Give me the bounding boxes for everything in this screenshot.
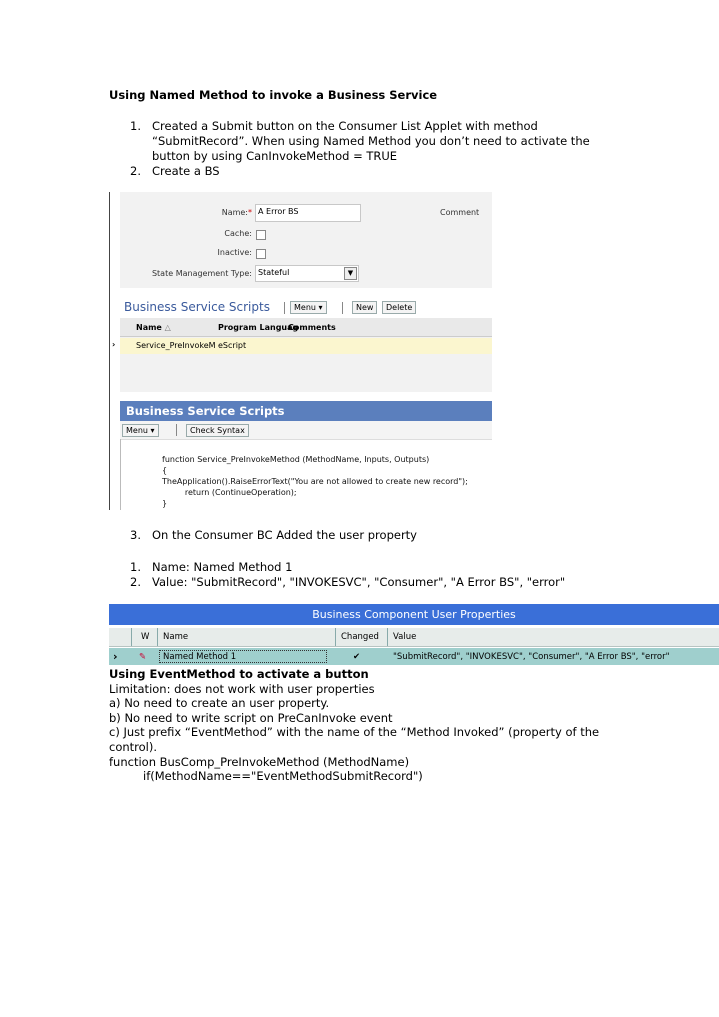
code-line: }	[162, 499, 168, 508]
editor-border	[120, 439, 121, 510]
code-editor[interactable]	[162, 454, 468, 509]
name-label-text: Name:	[221, 208, 248, 217]
col-name-text: Name	[136, 323, 162, 332]
list-item	[130, 119, 592, 164]
table-row[interactable]	[112, 338, 492, 354]
bc-user-props-screenshot	[109, 604, 719, 666]
chevron-down-icon: ▾	[318, 303, 323, 312]
menu-button[interactable]	[290, 301, 327, 314]
list-text: Created a Submit button on the Consumer List Applet with method “SubmitRecord”. When using Named Method you don’t need to activate the button by using CanInvokeMethod = TRUE	[152, 119, 590, 163]
list-item	[130, 575, 632, 590]
sort-icon: △	[164, 323, 171, 332]
name-input[interactable]: A Error BS	[255, 204, 361, 222]
list-text: Create a BS	[152, 164, 220, 178]
code-line: function Service_PreInvokeMethod (MethodName, Inputs, Outputs)	[162, 455, 430, 464]
col-w[interactable]: W	[141, 632, 150, 642]
row-pointer-icon: ›	[113, 650, 118, 663]
list-number: 1.	[130, 560, 141, 574]
bc-user-props-title: Business Component User Properties	[109, 604, 719, 625]
bs-form	[120, 192, 492, 288]
list-number: 2.	[130, 164, 141, 178]
table-row[interactable]	[109, 648, 719, 665]
row-value[interactable]: "SubmitRecord", "INVOKESVC", "Consumer", "A Error BS", "error"	[393, 651, 670, 662]
list-header	[109, 628, 719, 647]
menu-label: Menu	[294, 303, 316, 312]
column-divider	[131, 628, 132, 646]
list-text: Value: "SubmitRecord", "INVOKESVC", "Consumer", "A Error BS", "error"	[152, 575, 566, 589]
section-eventmethod	[109, 667, 629, 784]
list-number: 2.	[130, 575, 141, 589]
pencil-icon: ✎	[139, 651, 147, 662]
new-button[interactable]: New	[352, 301, 377, 314]
list-number: 1.	[130, 119, 141, 133]
text-line: a) No need to create an user property.	[109, 696, 330, 711]
state-value: Stateful	[258, 268, 290, 277]
text-line: function BusComp_PreInvokeMethod (MethodName)	[109, 754, 410, 769]
col-name[interactable]: Name	[163, 632, 189, 642]
list-title: Business Service Scripts	[124, 300, 270, 314]
list-item	[130, 560, 632, 575]
inactive-label: Inactive:	[217, 248, 252, 257]
column-divider	[387, 628, 388, 646]
inactive-checkbox[interactable]	[256, 249, 266, 259]
text-line: Limitation: does not work with user properties	[109, 681, 375, 696]
step3-list	[130, 528, 592, 543]
code-line: {	[162, 466, 168, 475]
check-syntax-button[interactable]: Check Syntax	[186, 424, 249, 437]
delete-button[interactable]: Delete	[382, 301, 416, 314]
editor-title: Business Service Scripts	[126, 404, 285, 418]
state-select[interactable]	[255, 265, 359, 282]
col-lang[interactable]: Program Languag	[218, 323, 299, 332]
col-changed[interactable]: Changed	[341, 632, 379, 642]
cache-label: Cache:	[224, 229, 252, 238]
text-line: c) Just prefix “EventMethod” with the name of the “Method Invoked” (property of the control).	[109, 725, 600, 754]
row-lang: eScript	[218, 341, 247, 350]
toolbar-divider	[284, 302, 285, 314]
editor-toolbar	[120, 421, 492, 440]
col-comments[interactable]: Comments	[288, 323, 336, 332]
text-line: b) No need to write script on PreCanInvoke event	[109, 710, 393, 725]
scripts-list	[112, 318, 492, 392]
cache-checkbox[interactable]	[256, 230, 266, 240]
toolbar-divider	[176, 424, 177, 436]
name-label	[200, 208, 252, 217]
list-text: On the Consumer BC Added the user property	[152, 528, 417, 542]
chevron-down-icon: ▾	[150, 426, 155, 435]
editor-menu-button[interactable]	[122, 424, 159, 437]
col-value[interactable]: Value	[393, 632, 417, 642]
dropdown-arrow-icon[interactable]: ▼	[344, 267, 357, 280]
code-line: return (ContinueOperation);	[162, 488, 297, 497]
list-header	[120, 318, 492, 337]
code-line: TheApplication().RaiseErrorText("You are not allowed to create new record");	[162, 477, 468, 486]
section2-heading: Using EventMethod to activate a button	[109, 667, 369, 681]
state-label: State Management Type:	[151, 269, 252, 278]
col-name[interactable]	[136, 323, 171, 332]
column-divider	[335, 628, 336, 646]
comment-label: Comment	[440, 208, 480, 217]
required-marker: *	[248, 208, 252, 217]
row-pointer-icon: ›	[112, 340, 116, 349]
list-item	[130, 528, 592, 543]
bs-screenshot	[109, 192, 492, 510]
row-name: Service_PreInvokeM	[136, 341, 216, 350]
list-item	[130, 164, 592, 179]
editor-menu-label: Menu	[126, 426, 148, 435]
list-text: Name: Named Method 1	[152, 560, 293, 574]
props-list	[130, 560, 632, 590]
column-divider	[157, 628, 158, 646]
editor-title-bar	[120, 401, 492, 421]
list-number: 3.	[130, 528, 141, 542]
section-heading: Using Named Method to invoke a Business Service	[109, 88, 438, 102]
changed-check-icon: ✔	[353, 651, 361, 662]
row-name[interactable]: Named Method 1	[159, 650, 327, 663]
toolbar-divider	[342, 302, 343, 314]
code-line: if(MethodName=="EventMethodSubmitRecord")	[143, 769, 423, 784]
steps-list	[130, 119, 592, 179]
